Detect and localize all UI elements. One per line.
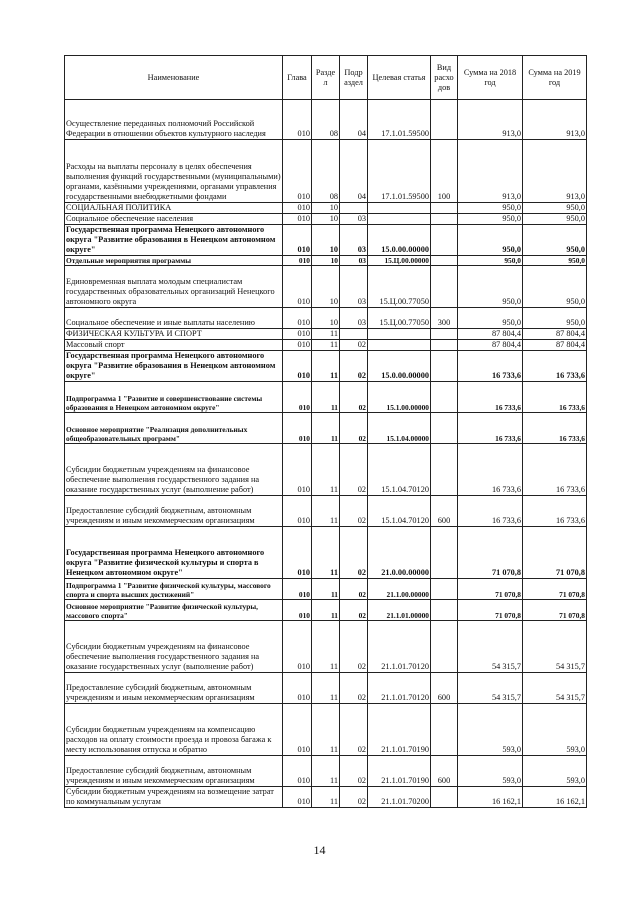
row-glava: 010 bbox=[283, 329, 312, 340]
table-body bbox=[65, 100, 587, 808]
table-row bbox=[65, 787, 587, 808]
row-target: 21.1.01.70190 bbox=[368, 756, 431, 787]
row-podrazdel: 02 bbox=[340, 496, 368, 527]
row-podrazdel: 02 bbox=[340, 527, 368, 579]
row-target: 15.1.04.70120 bbox=[368, 496, 431, 527]
row-sum-2018: 16 733,6 bbox=[458, 351, 523, 382]
row-target: 15.1.04.70120 bbox=[368, 444, 431, 496]
row-target: 15.0.00.00000 bbox=[368, 225, 431, 256]
row-target: 15.Ц.00.00000 bbox=[368, 256, 431, 266]
row-name: Предоставление субсидий бюджетным, автономным учреждениям и иным некоммерческим организациям bbox=[65, 756, 283, 787]
row-glava: 010 bbox=[283, 214, 312, 225]
row-target bbox=[368, 203, 431, 214]
header-sum-2019: Сумма на 2019 год bbox=[523, 56, 587, 100]
row-name: Предоставление субсидий бюджетным, автономным учреждениям и иным некоммерческим организациям bbox=[65, 496, 283, 527]
row-name: ФИЗИЧЕСКАЯ КУЛЬТУРА И СПОРТ bbox=[65, 329, 283, 340]
row-vid: 100 bbox=[431, 140, 458, 203]
table-row bbox=[65, 266, 587, 308]
header-glava: Глава bbox=[283, 56, 312, 100]
row-sum-2019: 71 070,8 bbox=[523, 527, 587, 579]
row-glava: 010 bbox=[283, 382, 312, 413]
table-row bbox=[65, 600, 587, 621]
row-podrazdel: 02 bbox=[340, 579, 368, 600]
row-vid bbox=[431, 579, 458, 600]
row-target: 15.Ц.00.77050 bbox=[368, 308, 431, 329]
table-row bbox=[65, 382, 587, 413]
row-razdel: 11 bbox=[312, 527, 340, 579]
row-podrazdel: 02 bbox=[340, 621, 368, 673]
row-sum-2018: 950,0 bbox=[458, 225, 523, 256]
document-page bbox=[64, 55, 586, 808]
row-razdel: 10 bbox=[312, 203, 340, 214]
row-sum-2018: 54 315,7 bbox=[458, 673, 523, 704]
row-sum-2019: 950,0 bbox=[523, 203, 587, 214]
row-target: 15.1.04.00000 bbox=[368, 413, 431, 444]
table-row bbox=[65, 579, 587, 600]
budget-table bbox=[64, 55, 587, 808]
row-razdel: 11 bbox=[312, 413, 340, 444]
row-target: 15.Ц.00.77050 bbox=[368, 266, 431, 308]
row-name: Отдельные мероприятия программы bbox=[65, 256, 283, 266]
row-podrazdel: 03 bbox=[340, 214, 368, 225]
table-row bbox=[65, 256, 587, 266]
row-vid: 600 bbox=[431, 756, 458, 787]
row-name: СОЦИАЛЬНАЯ ПОЛИТИКА bbox=[65, 203, 283, 214]
header-name: Наименование bbox=[65, 56, 283, 100]
row-glava: 010 bbox=[283, 413, 312, 444]
table-row bbox=[65, 351, 587, 382]
row-podrazdel: 02 bbox=[340, 756, 368, 787]
row-vid bbox=[431, 382, 458, 413]
row-glava: 010 bbox=[283, 256, 312, 266]
row-razdel: 08 bbox=[312, 100, 340, 140]
header-target: Целевая статья bbox=[368, 56, 431, 100]
row-glava: 010 bbox=[283, 340, 312, 351]
row-razdel: 11 bbox=[312, 600, 340, 621]
row-vid bbox=[431, 100, 458, 140]
row-sum-2018: 54 315,7 bbox=[458, 621, 523, 673]
row-podrazdel: 02 bbox=[340, 340, 368, 351]
row-sum-2019: 593,0 bbox=[523, 704, 587, 756]
row-sum-2019: 54 315,7 bbox=[523, 673, 587, 704]
row-sum-2018: 16 733,6 bbox=[458, 496, 523, 527]
row-sum-2018: 950,0 bbox=[458, 214, 523, 225]
row-razdel: 11 bbox=[312, 787, 340, 808]
row-sum-2019: 16 733,6 bbox=[523, 413, 587, 444]
header-vid: Вид расхо дов bbox=[431, 56, 458, 100]
row-razdel: 10 bbox=[312, 308, 340, 329]
row-sum-2019: 16 733,6 bbox=[523, 351, 587, 382]
row-name: Государственная программа Ненецкого автономного округа "Развитие физической культуры и спорта в Ненецком автономном округе" bbox=[65, 527, 283, 579]
row-target: 21.1.01.00000 bbox=[368, 600, 431, 621]
row-razdel: 11 bbox=[312, 444, 340, 496]
row-vid bbox=[431, 340, 458, 351]
header-podrazdel: Подр аздел bbox=[340, 56, 368, 100]
row-sum-2019: 16 733,6 bbox=[523, 382, 587, 413]
row-sum-2018: 950,0 bbox=[458, 203, 523, 214]
row-glava: 010 bbox=[283, 787, 312, 808]
row-podrazdel: 02 bbox=[340, 673, 368, 704]
row-target: 21.1.01.70190 bbox=[368, 704, 431, 756]
row-name: Основное мероприятие "Развитие физической культуры, массового спорта" bbox=[65, 600, 283, 621]
row-podrazdel: 03 bbox=[340, 225, 368, 256]
row-target bbox=[368, 214, 431, 225]
row-name: Субсидии бюджетным учреждениям на компенсацию расходов на оплату стоимости проезда и провоза багажа к месту использования отпуска и обратно bbox=[65, 704, 283, 756]
row-vid: 600 bbox=[431, 673, 458, 704]
row-vid bbox=[431, 787, 458, 808]
row-sum-2018: 593,0 bbox=[458, 704, 523, 756]
row-sum-2019: 87 804,4 bbox=[523, 340, 587, 351]
row-target: 21.1.01.70120 bbox=[368, 673, 431, 704]
row-podrazdel: 03 bbox=[340, 308, 368, 329]
row-name: Предоставление субсидий бюджетным, автономным учреждениям и иным некоммерческим организациям bbox=[65, 673, 283, 704]
row-sum-2019: 71 070,8 bbox=[523, 579, 587, 600]
row-target: 15.0.00.00000 bbox=[368, 351, 431, 382]
row-vid bbox=[431, 351, 458, 382]
row-sum-2018: 71 070,8 bbox=[458, 579, 523, 600]
row-sum-2018: 913,0 bbox=[458, 140, 523, 203]
row-name: Государственная программа Ненецкого автономного округа "Развитие образования в Ненецком автономном округе" bbox=[65, 225, 283, 256]
row-razdel: 11 bbox=[312, 704, 340, 756]
row-podrazdel: 02 bbox=[340, 444, 368, 496]
row-sum-2018: 950,0 bbox=[458, 266, 523, 308]
row-razdel: 11 bbox=[312, 621, 340, 673]
row-glava: 010 bbox=[283, 444, 312, 496]
row-sum-2019: 16 733,6 bbox=[523, 444, 587, 496]
row-sum-2018: 16 733,6 bbox=[458, 413, 523, 444]
row-razdel: 10 bbox=[312, 266, 340, 308]
row-vid bbox=[431, 256, 458, 266]
row-razdel: 11 bbox=[312, 329, 340, 340]
row-vid bbox=[431, 266, 458, 308]
row-name: Социальное обеспечение и иные выплаты населению bbox=[65, 308, 283, 329]
row-name: Подпрограмма 1 "Развитие и совершенствование системы образования в Ненецком автономном округе" bbox=[65, 382, 283, 413]
row-name: Субсидии бюджетным учреждениям на финансовое обеспечение выполнения государственного задания на оказание государственных услуг (выполнение работ) bbox=[65, 444, 283, 496]
row-name: Подпрограмма 1 "Развитие физической культуры, массового спорта и спорта высших достижений" bbox=[65, 579, 283, 600]
row-vid: 600 bbox=[431, 496, 458, 527]
row-sum-2018: 593,0 bbox=[458, 756, 523, 787]
row-target: 21.1.01.70200 bbox=[368, 787, 431, 808]
row-razdel: 11 bbox=[312, 579, 340, 600]
row-razdel: 10 bbox=[312, 225, 340, 256]
table-row bbox=[65, 329, 587, 340]
row-sum-2018: 87 804,4 bbox=[458, 340, 523, 351]
row-podrazdel: 03 bbox=[340, 256, 368, 266]
row-razdel: 11 bbox=[312, 673, 340, 704]
row-podrazdel: 02 bbox=[340, 413, 368, 444]
row-glava: 010 bbox=[283, 704, 312, 756]
row-target: 21.0.00.00000 bbox=[368, 527, 431, 579]
row-razdel: 11 bbox=[312, 351, 340, 382]
row-sum-2018: 16 162,1 bbox=[458, 787, 523, 808]
row-podrazdel: 02 bbox=[340, 600, 368, 621]
row-sum-2018: 87 804,4 bbox=[458, 329, 523, 340]
row-razdel: 10 bbox=[312, 214, 340, 225]
table-row bbox=[65, 756, 587, 787]
row-glava: 010 bbox=[283, 203, 312, 214]
row-podrazdel bbox=[340, 329, 368, 340]
row-podrazdel: 03 bbox=[340, 266, 368, 308]
header-sum-2018: Сумма на 2018 год bbox=[458, 56, 523, 100]
row-sum-2019: 16 162,1 bbox=[523, 787, 587, 808]
table-row bbox=[65, 203, 587, 214]
row-name: Субсидии бюджетным учреждениям на финансовое обеспечение выполнения государственного задания на оказание государственных услуг (выполнение работ) bbox=[65, 621, 283, 673]
row-sum-2018: 950,0 bbox=[458, 308, 523, 329]
row-vid bbox=[431, 225, 458, 256]
row-podrazdel: 04 bbox=[340, 140, 368, 203]
row-podrazdel: 02 bbox=[340, 382, 368, 413]
row-name: Основное мероприятие "Реализация дополнительных общеобразовательных программ" bbox=[65, 413, 283, 444]
row-glava: 010 bbox=[283, 266, 312, 308]
row-sum-2019: 87 804,4 bbox=[523, 329, 587, 340]
row-vid bbox=[431, 704, 458, 756]
row-sum-2019: 950,0 bbox=[523, 256, 587, 266]
row-razdel: 10 bbox=[312, 256, 340, 266]
table-row bbox=[65, 308, 587, 329]
row-target: 15.1.00.00000 bbox=[368, 382, 431, 413]
table-row bbox=[65, 621, 587, 673]
row-name: Расходы на выплаты персоналу в целях обеспечения выполнения функций государственными (муниципальными) органами, казёнными учреждениями, органами управления государственными внебюджетными фондами bbox=[65, 140, 283, 203]
row-target: 21.1.01.70120 bbox=[368, 621, 431, 673]
row-razdel: 11 bbox=[312, 382, 340, 413]
row-sum-2019: 16 733,6 bbox=[523, 496, 587, 527]
row-razdel: 11 bbox=[312, 340, 340, 351]
row-name: Массовый спорт bbox=[65, 340, 283, 351]
row-vid: 300 bbox=[431, 308, 458, 329]
row-razdel: 08 bbox=[312, 140, 340, 203]
row-sum-2018: 71 070,8 bbox=[458, 600, 523, 621]
row-glava: 010 bbox=[283, 100, 312, 140]
row-sum-2019: 950,0 bbox=[523, 225, 587, 256]
row-glava: 010 bbox=[283, 673, 312, 704]
row-target: 21.1.00.00000 bbox=[368, 579, 431, 600]
row-glava: 010 bbox=[283, 351, 312, 382]
row-sum-2019: 913,0 bbox=[523, 140, 587, 203]
row-sum-2019: 913,0 bbox=[523, 100, 587, 140]
row-target: 17.1.01.59500 bbox=[368, 140, 431, 203]
row-glava: 010 bbox=[283, 140, 312, 203]
row-glava: 010 bbox=[283, 600, 312, 621]
row-glava: 010 bbox=[283, 496, 312, 527]
row-vid bbox=[431, 444, 458, 496]
table-row bbox=[65, 225, 587, 256]
row-podrazdel: 02 bbox=[340, 704, 368, 756]
table-row bbox=[65, 100, 587, 140]
row-glava: 010 bbox=[283, 621, 312, 673]
row-sum-2018: 71 070,8 bbox=[458, 527, 523, 579]
row-glava: 010 bbox=[283, 579, 312, 600]
row-name: Осуществление переданных полномочий Российской Федерации в отношении объектов культурного наследия bbox=[65, 100, 283, 140]
row-vid bbox=[431, 621, 458, 673]
table-row bbox=[65, 340, 587, 351]
row-vid bbox=[431, 413, 458, 444]
row-podrazdel bbox=[340, 203, 368, 214]
row-name: Социальное обеспечение населения bbox=[65, 214, 283, 225]
row-target: 17.1.01.59500 bbox=[368, 100, 431, 140]
row-vid bbox=[431, 329, 458, 340]
row-sum-2018: 16 733,6 bbox=[458, 382, 523, 413]
row-glava: 010 bbox=[283, 756, 312, 787]
table-row bbox=[65, 673, 587, 704]
table-row bbox=[65, 214, 587, 225]
row-sum-2019: 54 315,7 bbox=[523, 621, 587, 673]
page-number: 14 bbox=[313, 843, 326, 857]
row-sum-2019: 71 070,8 bbox=[523, 600, 587, 621]
row-razdel: 11 bbox=[312, 496, 340, 527]
row-name: Субсидии бюджетным учреждениям на возмещение затрат по коммунальным услугам bbox=[65, 787, 283, 808]
row-sum-2018: 16 733,6 bbox=[458, 444, 523, 496]
table-row bbox=[65, 413, 587, 444]
row-vid bbox=[431, 600, 458, 621]
row-glava: 010 bbox=[283, 308, 312, 329]
row-podrazdel: 02 bbox=[340, 351, 368, 382]
row-glava: 010 bbox=[283, 527, 312, 579]
header-razdel: Разде л bbox=[312, 56, 340, 100]
row-podrazdel: 04 bbox=[340, 100, 368, 140]
row-name: Государственная программа Ненецкого автономного округа "Развитие образования в Ненецком автономном округе" bbox=[65, 351, 283, 382]
table-row bbox=[65, 496, 587, 527]
table-row bbox=[65, 704, 587, 756]
row-target bbox=[368, 340, 431, 351]
row-target bbox=[368, 329, 431, 340]
table-header-row bbox=[65, 56, 587, 100]
row-name: Единовременная выплата молодым специалистам государственных образовательных организаций Ненецкого автономного округа bbox=[65, 266, 283, 308]
row-podrazdel: 02 bbox=[340, 787, 368, 808]
row-sum-2018: 913,0 bbox=[458, 100, 523, 140]
row-razdel: 11 bbox=[312, 756, 340, 787]
row-sum-2019: 950,0 bbox=[523, 308, 587, 329]
row-sum-2018: 950,0 bbox=[458, 256, 523, 266]
row-glava: 010 bbox=[283, 225, 312, 256]
row-vid bbox=[431, 214, 458, 225]
table-row bbox=[65, 140, 587, 203]
row-vid bbox=[431, 203, 458, 214]
table-row bbox=[65, 444, 587, 496]
row-vid bbox=[431, 527, 458, 579]
row-sum-2019: 593,0 bbox=[523, 756, 587, 787]
row-sum-2019: 950,0 bbox=[523, 266, 587, 308]
row-sum-2019: 950,0 bbox=[523, 214, 587, 225]
table-row bbox=[65, 527, 587, 579]
